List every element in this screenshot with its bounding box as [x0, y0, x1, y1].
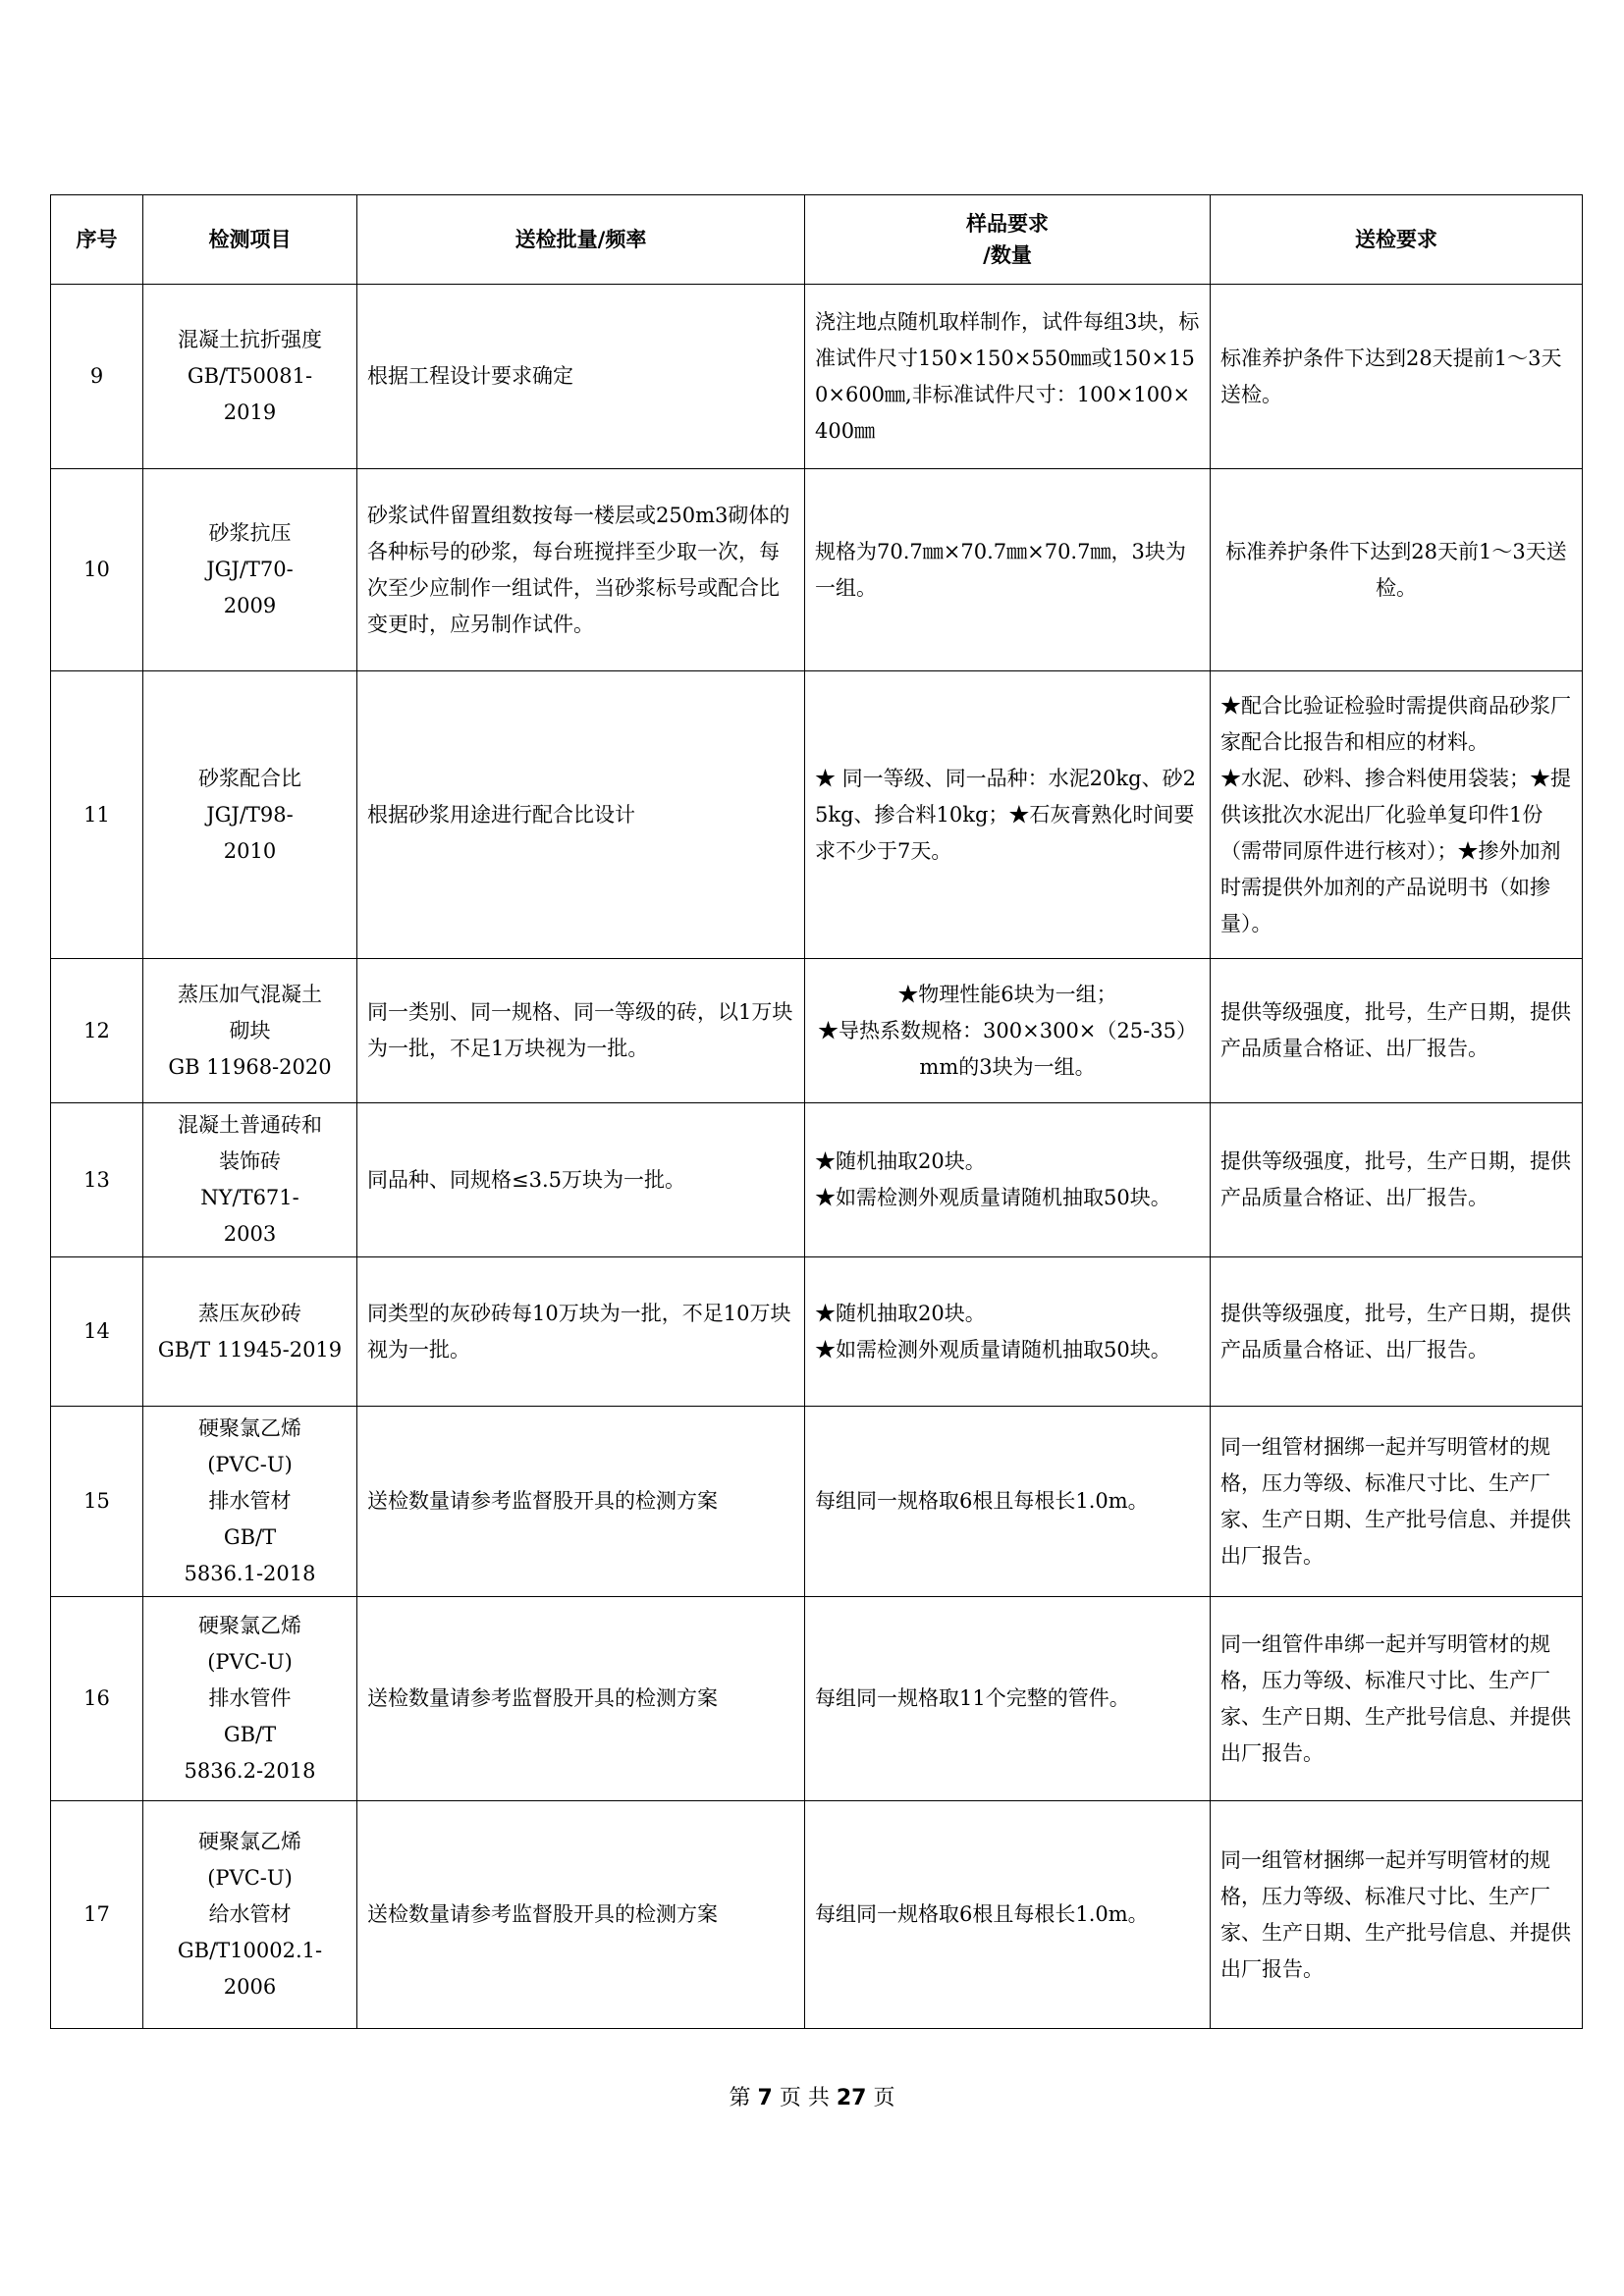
table-row — [51, 1801, 1583, 2029]
cell-sample — [805, 469, 1211, 671]
footer-prefix: 第 — [729, 2086, 751, 2110]
cell-batch-line: 送检数量请参考监督股开具的检测方案 — [367, 1686, 718, 1710]
cell-item-line: 砂浆抗压 — [208, 521, 292, 545]
cell-sample — [805, 285, 1211, 469]
cell-sample-line: ★如需检测外观质量请随机抽取50块。 — [815, 1186, 1171, 1209]
cell-req-line: 同一组管材捆绑一起并写明管材的规格，压力等级、标准尺寸比、生产厂家、生产日期、生产批号信息、并提供出厂报告。 — [1220, 1434, 1571, 1568]
cell-sample — [805, 1801, 1211, 2029]
cell-no: 15 — [51, 1407, 143, 1597]
cell-item-line: 给水管材 — [208, 1902, 292, 1926]
cell-item — [143, 1801, 357, 2029]
cell-item — [143, 1103, 357, 1257]
cell-sample-line: ★导热系数规格：300×300×（25-35）mm的3块为一组。 — [818, 1018, 1197, 1079]
cell-item-line: 2010 — [223, 838, 277, 863]
page-footer — [0, 2081, 1624, 2111]
cell-item-line: JGJ/T70- — [206, 558, 294, 581]
footer-page-number: 7 — [757, 2086, 773, 2110]
cell-req-line: 标准养护条件下达到28天提前1～3天送检。 — [1220, 346, 1562, 406]
cell-item-line: 硬聚氯乙烯 — [198, 1614, 301, 1637]
table-row — [51, 1103, 1583, 1257]
cell-req — [1211, 1257, 1583, 1407]
cell-sample-line: ★物理性能6块为一组； — [897, 982, 1117, 1006]
table-row — [51, 671, 1583, 959]
cell-item-line: 硬聚氯乙烯 — [198, 1830, 301, 1853]
cell-batch-line: 根据工程设计要求确定 — [367, 364, 573, 388]
cell-batch — [357, 469, 805, 671]
cell-item-line: GB/T50081- — [187, 364, 313, 388]
cell-batch-line: 同一类别、同一规格、同一等级的砖，以1万块为一批，不足1万块视为一批。 — [367, 1000, 793, 1060]
cell-item — [143, 1257, 357, 1407]
cell-req — [1211, 671, 1583, 959]
cell-sample — [805, 1257, 1211, 1407]
table-header-row — [51, 195, 1583, 285]
cell-item-line: 2006 — [223, 1975, 277, 1999]
cell-batch-line: 送检数量请参考监督股开具的检测方案 — [367, 1902, 718, 1926]
cell-req-line: 标准养护条件下达到28天前1～3天送检。 — [1225, 539, 1567, 600]
cell-req — [1211, 1407, 1583, 1597]
cell-item-line: GB/T — [223, 1525, 277, 1549]
header-sample — [805, 195, 1211, 285]
cell-item-line: 2003 — [223, 1222, 277, 1246]
cell-req-line: ★水泥、砂料、掺合料使用袋装；★提供该批次水泥出厂化验单复印件1份（需带同原件进行核对）；★掺外加剂时需提供外加剂的产品说明书（如掺量）。 — [1220, 766, 1571, 935]
cell-req — [1211, 469, 1583, 671]
cell-req — [1211, 1103, 1583, 1257]
cell-item-line: 蒸压加气混凝土 — [178, 982, 322, 1006]
cell-req — [1211, 285, 1583, 469]
cell-item-line: 5836.2-2018 — [184, 1759, 316, 1783]
cell-item-line: 混凝土抗折强度 — [178, 328, 322, 351]
cell-item-line: 装饰砖 — [219, 1149, 281, 1173]
cell-item — [143, 671, 357, 959]
cell-req — [1211, 1801, 1583, 2029]
cell-item — [143, 1597, 357, 1801]
cell-req — [1211, 959, 1583, 1103]
table-row — [51, 469, 1583, 671]
cell-batch — [357, 1801, 805, 2029]
header-req: 送检要求 — [1211, 195, 1583, 285]
cell-no: 11 — [51, 671, 143, 959]
footer-total-pages: 27 — [836, 2086, 867, 2110]
cell-item-line: GB/T — [223, 1723, 277, 1746]
cell-no: 13 — [51, 1103, 143, 1257]
cell-req-line: 同一组管材捆绑一起并写明管材的规格，压力等级、标准尺寸比、生产厂家、生产日期、生产批号信息、并提供出厂报告。 — [1220, 1847, 1571, 1981]
cell-batch-line: 同品种、同规格≤3.5万块为一批。 — [367, 1167, 685, 1192]
cell-no: 10 — [51, 469, 143, 671]
cell-item-line: 砂浆配合比 — [198, 766, 301, 790]
cell-batch — [357, 285, 805, 469]
cell-sample-line: 每组同一规格取6根且每根长1.0m。 — [815, 1902, 1149, 1926]
cell-item-line: GB/T10002.1- — [177, 1939, 323, 1962]
cell-item-line: (PVC-U) — [207, 1866, 293, 1890]
cell-item-line: JGJ/T98- — [206, 802, 294, 827]
cell-item-line: NY/T671- — [200, 1186, 299, 1209]
cell-no: 9 — [51, 285, 143, 469]
table-row — [51, 1257, 1583, 1407]
cell-item-line: GB 11968-2020 — [168, 1054, 332, 1079]
cell-sample-line: ★如需检测外观质量请随机抽取50块。 — [815, 1337, 1171, 1362]
footer-suffix: 页 — [873, 2086, 895, 2110]
cell-req-line: 提供等级强度，批号，生产日期，提供产品质量合格证、出厂报告。 — [1220, 1000, 1571, 1060]
cell-item-line: 排水管件 — [208, 1686, 292, 1710]
cell-sample — [805, 1597, 1211, 1801]
cell-no: 16 — [51, 1597, 143, 1801]
header-sample-line1: 样品要求 — [966, 212, 1049, 236]
cell-item-line: GB/T 11945-2019 — [157, 1337, 343, 1362]
cell-item-line: 2019 — [223, 400, 277, 424]
table-body — [51, 285, 1583, 2029]
table-row — [51, 1407, 1583, 1597]
cell-item — [143, 469, 357, 671]
table-row — [51, 285, 1583, 469]
cell-req-line: 同一组管件串绑一起并写明管材的规格，压力等级、标准尺寸比、生产厂家、生产日期、生产批号信息、并提供出厂报告。 — [1220, 1631, 1571, 1765]
cell-sample-line: 每组同一规格取11个完整的管件。 — [815, 1686, 1130, 1710]
cell-batch — [357, 1103, 805, 1257]
cell-sample-line: ★随机抽取20块。 — [815, 1149, 986, 1173]
cell-sample-line: ★ 同一等级、同一品种：水泥20kg、砂25kg、掺合料10kg；★石灰膏熟化时间要求不少于7天。 — [815, 766, 1196, 863]
cell-batch-line: 送检数量请参考监督股开具的检测方案 — [367, 1489, 718, 1513]
cell-item-line: 5836.1-2018 — [184, 1562, 316, 1585]
cell-sample-line: 规格为70.7㎜×70.7㎜×70.7㎜，3块为一组。 — [815, 539, 1186, 600]
cell-item-line: (PVC-U) — [207, 1650, 293, 1674]
cell-batch-line: 同类型的灰砂砖每10万块为一批，不足10万块视为一批。 — [367, 1301, 791, 1362]
cell-sample — [805, 1407, 1211, 1597]
cell-batch — [357, 1257, 805, 1407]
header-batch: 送检批量/频率 — [357, 195, 805, 285]
cell-batch — [357, 1407, 805, 1597]
header-sample-line2: /数量 — [983, 243, 1032, 267]
cell-item-line: 2009 — [223, 594, 277, 617]
cell-sample-line: ★随机抽取20块。 — [815, 1301, 986, 1325]
table-row — [51, 1597, 1583, 1801]
cell-sample-line: 每组同一规格取6根且每根长1.0m。 — [815, 1489, 1149, 1513]
cell-item-line: 硬聚氯乙烯 — [198, 1416, 301, 1440]
cell-item-line: 混凝土普通砖和 — [178, 1113, 322, 1137]
cell-sample — [805, 1103, 1211, 1257]
cell-req-line: 提供等级强度，批号，生产日期，提供产品质量合格证、出厂报告。 — [1220, 1301, 1571, 1362]
cell-no: 14 — [51, 1257, 143, 1407]
cell-item-line: 排水管材 — [208, 1489, 292, 1513]
cell-batch — [357, 959, 805, 1103]
cell-req-line: ★配合比验证检验时需提供商品砂浆厂家配合比报告和相应的材料。 — [1220, 693, 1571, 754]
cell-batch — [357, 1597, 805, 1801]
cell-sample-line: 浇注地点随机取样制作，试件每组3块，标准试件尺寸150×150×550㎜或150×150×600㎜,非标准试件尺寸：100×100×400㎜ — [815, 309, 1200, 443]
cell-item — [143, 285, 357, 469]
cell-item-line: 砌块 — [229, 1018, 271, 1042]
cell-sample — [805, 671, 1211, 959]
header-no: 序号 — [51, 195, 143, 285]
cell-batch-line: 根据砂浆用途进行配合比设计 — [367, 802, 635, 827]
cell-item — [143, 1407, 357, 1597]
footer-middle: 页 共 — [779, 2086, 830, 2110]
cell-sample — [805, 959, 1211, 1103]
cell-item-line: (PVC-U) — [207, 1453, 293, 1476]
cell-req-line: 提供等级强度，批号，生产日期，提供产品质量合格证、出厂报告。 — [1220, 1149, 1571, 1209]
cell-batch — [357, 671, 805, 959]
cell-item-line: 蒸压灰砂砖 — [198, 1301, 301, 1325]
header-item: 检测项目 — [143, 195, 357, 285]
inspection-table — [50, 194, 1583, 2029]
cell-no: 12 — [51, 959, 143, 1103]
table-row — [51, 959, 1583, 1103]
cell-item — [143, 959, 357, 1103]
cell-req — [1211, 1597, 1583, 1801]
cell-batch-line: 砂浆试件留置组数按每一楼层或250m3砌体的各种标号的砂浆，每台班搅拌至少取一次，每次至少应制作一组试件，当砂浆标号或配合比变更时，应另制作试件。 — [367, 503, 790, 636]
cell-no: 17 — [51, 1801, 143, 2029]
